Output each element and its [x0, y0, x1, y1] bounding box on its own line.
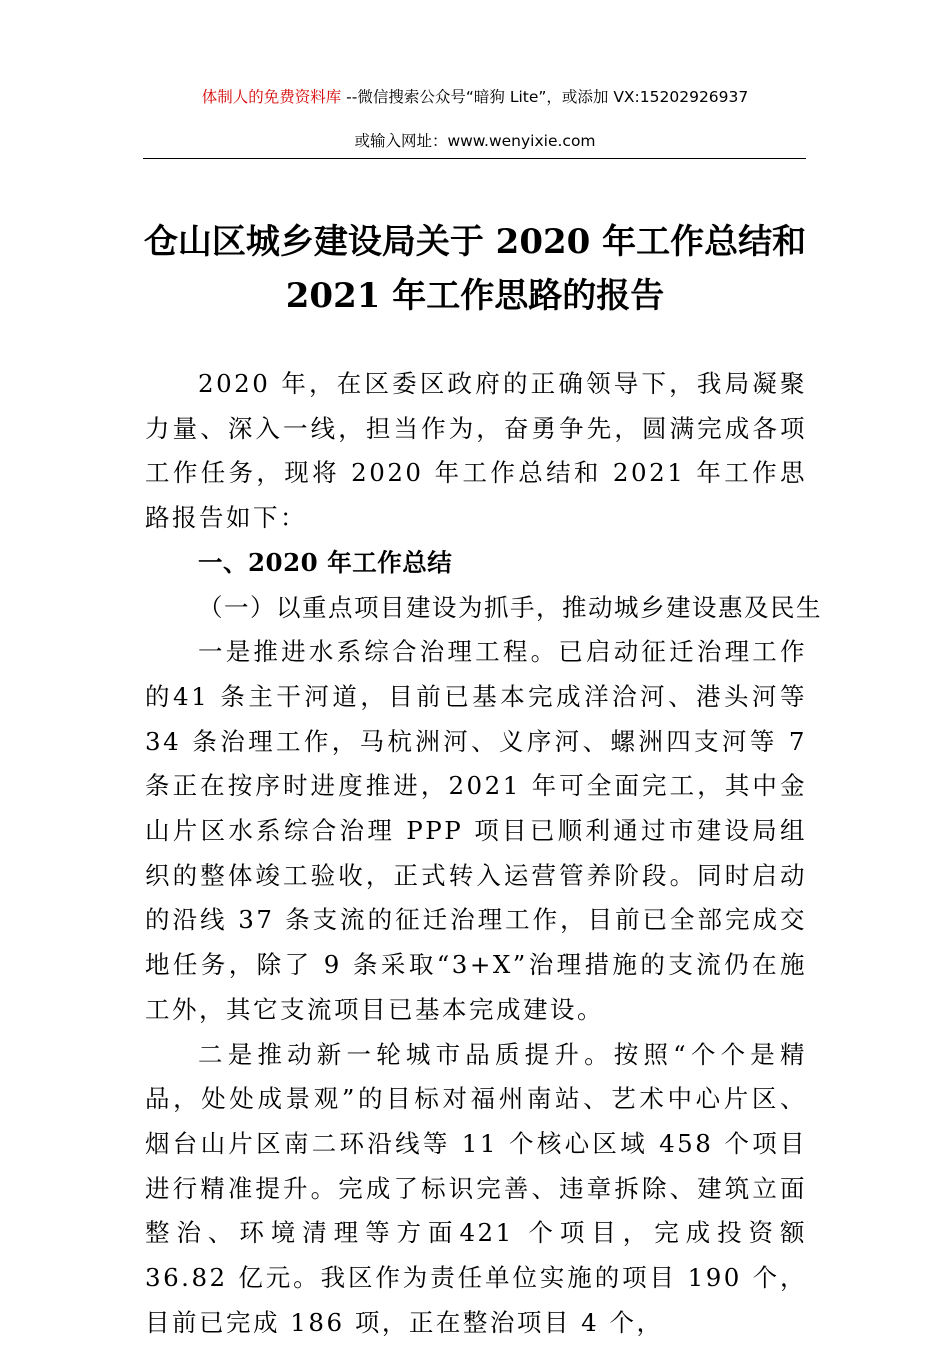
header-promo-line: [0, 86, 950, 108]
header-divider: [143, 158, 806, 159]
document-body: [145, 362, 822, 1345]
document-title-line2: 2021 年工作思路的报告: [285, 276, 665, 316]
intro-paragraph: 2020 年，在区委区政府的正确领导下，我局凝聚力量、深入一线，担当作为，奋勇争先，圆满完成各项工作任务，现将 2020 年工作总结和 2021 年工作思路报告如下：: [145, 369, 807, 533]
header-brand: 体制人的免费资料库: [201, 88, 342, 106]
body-paragraph: 一是推进水系综合治理工程。已启动征迁治理工作的41 条主干河道，目前已基本完成洋洽河、港头河等 34 条治理工作，马杭洲河、义序河、螺洲四支河等 7 条正在按序时进度推进，2021 年可全面完工，其中金山片区水系综合治理 PPP 项目已顺利通过市建设局组织的整体竣工验收，正式转入运营管养阶段。同时启动的沿线 37 条支流的征迁治理工作，目前已全部完成交地任务，除了 9 条采取“3+X”治理措施的支流仍在施工外，其它支流项目已基本完成建设。: [145, 637, 807, 1024]
body-paragraph: 二是推动新一轮城市品质提升。按照“个个是精品，处处成景观”的目标对福州南站、艺术中心片区、烟台山片区南二环沿线等 11 个核心区域 458 个项目进行精准提升。完成了标识完善、违章拆除、建筑立面整治、环境清理等方面421 个项目，完成投资额 36.82 亿元。我区作为责任单位实施的项目 190 个，目前已完成 186 项，正在整治项目 4 个，: [145, 1039, 807, 1337]
document-title-line1: 仓山区城乡建设局关于 2020 年工作总结和: [143, 222, 807, 262]
subsection-heading: （一）以重点项目建设为抓手，推动城乡建设惠及民生: [198, 592, 822, 622]
section-heading: 一、2020 年工作总结: [198, 547, 453, 577]
header-url-line: 或输入网址：www.wenyixie.com: [354, 132, 596, 150]
header-promo: --微信搜索公众号“暗狗 Lite”，或添加 VX:15202926937: [341, 88, 749, 106]
